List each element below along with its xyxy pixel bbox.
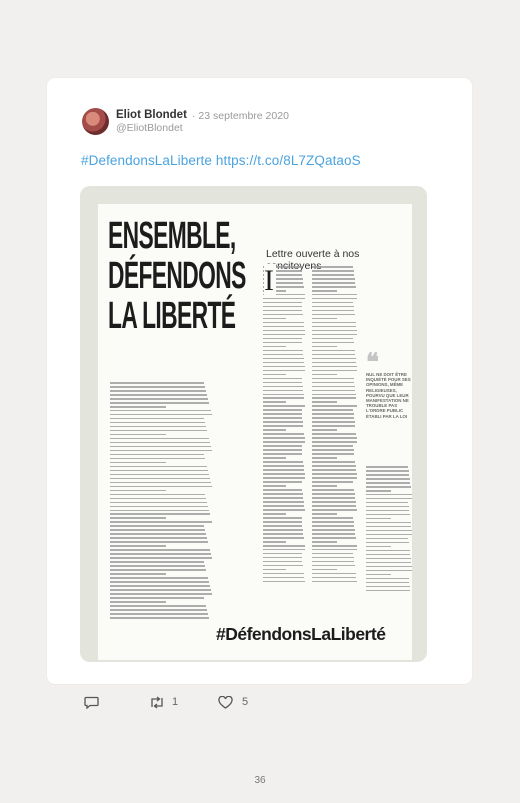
- text-line: [263, 489, 302, 491]
- text-line: [312, 525, 354, 527]
- text-line: [312, 334, 357, 336]
- text-line: [263, 378, 302, 380]
- text-line: [263, 557, 302, 559]
- text-line: [263, 358, 304, 360]
- text-line: [110, 581, 209, 583]
- newspaper-headline: [108, 215, 246, 337]
- text-line: [263, 449, 302, 451]
- text-line: [263, 541, 286, 543]
- text-line: [263, 529, 303, 531]
- text-line: [263, 525, 302, 527]
- text-line: [366, 522, 411, 524]
- text-line: [110, 386, 205, 388]
- text-line: [312, 370, 357, 372]
- tweet-card[interactable]: [47, 78, 472, 708]
- text-line: [263, 437, 305, 439]
- text-line: [110, 525, 204, 527]
- text-line: [366, 506, 409, 508]
- text-line: [263, 521, 302, 523]
- text-line: [312, 338, 353, 340]
- text-line: [263, 390, 303, 392]
- text-line: [312, 302, 353, 304]
- text-line: [263, 469, 304, 471]
- text-line: [312, 465, 356, 467]
- text-line: [110, 398, 208, 400]
- text-line: [366, 466, 408, 468]
- text-line: [366, 586, 410, 588]
- text-line: [110, 390, 206, 392]
- text-line: [312, 326, 356, 328]
- text-line: [110, 537, 207, 539]
- text-line: [312, 350, 355, 352]
- text-line: [263, 509, 305, 511]
- text-line: [312, 553, 353, 555]
- text-line: [110, 506, 208, 508]
- text-line: [110, 521, 212, 523]
- text-line: [312, 298, 357, 300]
- page-number: 36: [254, 775, 266, 786]
- text-line: [366, 474, 409, 476]
- text-line: [110, 529, 205, 531]
- text-line: [110, 446, 211, 448]
- text-line: [366, 514, 410, 516]
- retweet-icon[interactable]: [149, 696, 165, 709]
- text-line: [312, 437, 357, 439]
- text-line: [263, 334, 305, 336]
- text-line: [110, 474, 209, 476]
- text-line: [263, 465, 304, 467]
- text-column-1: [263, 266, 305, 596]
- text-line: [263, 338, 302, 340]
- text-line: [312, 501, 356, 503]
- pull-quote-box: [366, 350, 412, 464]
- text-line: [312, 417, 354, 419]
- text-line: [312, 278, 355, 280]
- text-line: [110, 402, 209, 404]
- author-handle[interactable]: @EliotBlondet: [116, 122, 183, 134]
- text-line: [312, 413, 354, 415]
- text-line: [110, 450, 212, 452]
- text-line: [110, 442, 210, 444]
- text-line: [366, 562, 411, 564]
- tweet-media-image[interactable]: [80, 186, 427, 662]
- text-line: [366, 534, 412, 536]
- text-line: [312, 513, 337, 515]
- like-heart-icon[interactable]: [218, 696, 233, 709]
- headline-line-2: DÉFENDONS: [108, 255, 246, 297]
- text-line: [110, 414, 212, 416]
- text-line: [263, 366, 305, 368]
- text-line: [263, 346, 286, 348]
- text-line: [110, 498, 206, 500]
- text-line: [263, 429, 286, 431]
- text-line: [110, 541, 208, 543]
- text-line: [110, 410, 211, 412]
- text-line: [312, 310, 354, 312]
- text-line: [263, 517, 302, 519]
- text-line: [263, 537, 304, 539]
- text-line: [110, 482, 211, 484]
- retweet-count: 1: [172, 696, 179, 708]
- text-line: [366, 554, 410, 556]
- text-line: [366, 494, 412, 496]
- text-line: [110, 422, 205, 424]
- text-line: [110, 510, 209, 512]
- text-line: [110, 458, 205, 460]
- signatories-list: [110, 382, 212, 652]
- text-line: [312, 453, 354, 455]
- text-line: [110, 569, 206, 571]
- text-line: [263, 573, 304, 575]
- text-line: [366, 558, 411, 560]
- text-line: [312, 497, 355, 499]
- text-line: [312, 517, 353, 519]
- text-line: [312, 461, 355, 463]
- headline-line-1: ENSEMBLE,: [108, 215, 236, 257]
- text-line: [263, 577, 304, 579]
- text-line: [366, 486, 411, 488]
- text-line: [110, 553, 211, 555]
- text-line: [110, 418, 204, 420]
- avatar[interactable]: [82, 108, 109, 135]
- text-line: [312, 433, 356, 435]
- text-line: [110, 605, 206, 607]
- text-line: [110, 545, 166, 547]
- text-line: [263, 581, 305, 583]
- text-line: [263, 298, 305, 300]
- text-line: [263, 386, 303, 388]
- text-column-3: [366, 466, 412, 596]
- text-line: [366, 498, 412, 500]
- text-line: [263, 461, 303, 463]
- text-line: [312, 409, 353, 411]
- text-line: [263, 370, 305, 372]
- text-line: [366, 590, 410, 592]
- text-line: [312, 286, 356, 288]
- text-line: [263, 433, 304, 435]
- text-line: [312, 378, 354, 380]
- text-line: [312, 382, 354, 384]
- text-line: [263, 413, 302, 415]
- text-line: [263, 382, 302, 384]
- text-line: [312, 266, 353, 268]
- text-line: [366, 526, 411, 528]
- text-line: [110, 438, 209, 440]
- quote-mark-icon: ❝: [366, 350, 379, 376]
- text-line: [312, 533, 355, 535]
- text-line: [263, 533, 303, 535]
- text-line: [312, 429, 337, 431]
- text-line: [312, 405, 357, 407]
- text-line: [263, 477, 305, 479]
- author-name[interactable]: Eliot Blondet: [116, 109, 187, 121]
- text-line: [263, 549, 305, 551]
- text-line: [366, 566, 412, 568]
- text-line: [110, 565, 205, 567]
- text-line: [110, 490, 166, 492]
- text-line: [312, 509, 357, 511]
- text-line: [110, 549, 210, 551]
- tweet-date[interactable]: [192, 110, 289, 122]
- text-line: [366, 478, 410, 480]
- text-line: [312, 577, 356, 579]
- text-line: [110, 454, 204, 456]
- text-line: [110, 517, 166, 519]
- text-line: [263, 445, 302, 447]
- newspaper-page: [98, 204, 412, 660]
- text-line: [366, 578, 409, 580]
- text-line: [110, 430, 207, 432]
- text-line: [110, 613, 208, 615]
- text-line: [312, 561, 354, 563]
- text-line: [263, 330, 305, 332]
- text-line: [312, 481, 353, 483]
- text-line: [366, 518, 391, 520]
- text-line: [312, 581, 357, 583]
- text-line: [110, 585, 210, 587]
- text-line: [312, 394, 356, 396]
- tweet-text: [81, 153, 361, 168]
- text-line: [312, 445, 353, 447]
- text-line: [110, 466, 207, 468]
- like-count: 5: [242, 696, 249, 708]
- text-line: [312, 274, 354, 276]
- text-line: [312, 294, 357, 296]
- text-line: [312, 505, 356, 507]
- text-line: [110, 557, 212, 559]
- text-line: [263, 493, 303, 495]
- text-line: [263, 485, 286, 487]
- text-line: [312, 565, 355, 567]
- text-line: [312, 449, 354, 451]
- text-line: [366, 530, 412, 532]
- text-line: [110, 513, 210, 515]
- text-line: [312, 386, 355, 388]
- text-line: [263, 453, 302, 455]
- text-line: [263, 318, 286, 320]
- text-line: [110, 533, 206, 535]
- text-line: [263, 401, 286, 403]
- text-line: [263, 417, 302, 419]
- text-line: [110, 486, 212, 488]
- text-line: [110, 597, 204, 599]
- text-line: [312, 521, 354, 523]
- text-line: [110, 573, 166, 575]
- text-line: [110, 394, 207, 396]
- text-line: [110, 502, 207, 504]
- text-line: [110, 478, 210, 480]
- text-line: [110, 470, 208, 472]
- text-line: [263, 421, 303, 423]
- text-line: [366, 570, 412, 572]
- text-line: [263, 473, 305, 475]
- text-line: [263, 374, 286, 376]
- text-line: [366, 502, 408, 504]
- text-line: [110, 462, 166, 464]
- text-line: [312, 457, 337, 459]
- text-line: [312, 529, 355, 531]
- text-line: [263, 342, 302, 344]
- text-line: [312, 374, 337, 376]
- text-line: [312, 441, 357, 443]
- text-line: [312, 493, 355, 495]
- url-link[interactable]: https://t.co/8L7ZQataoS: [215, 153, 361, 168]
- text-line: [263, 553, 302, 555]
- date-separator: ·: [192, 110, 196, 122]
- text-line: [312, 425, 355, 427]
- text-line: [366, 550, 410, 552]
- text-line: [312, 282, 355, 284]
- text-line: [263, 565, 303, 567]
- text-line: [312, 557, 354, 559]
- text-line: [110, 561, 204, 563]
- drop-cap: I: [264, 264, 274, 297]
- text-line: [263, 481, 302, 483]
- text-line: [312, 541, 337, 543]
- text-line: [312, 290, 337, 292]
- pull-quote-text: NUL NE DOIT ÊTRE INQUIÉTÉ POUR SES OPINIONS, MÊME RELIGIEUSES, POURVU QUE LEUR MANIFESTATION NE TROUBLE PAS L'ORDRE PUBLIC ÉTABLI PAR LA LOI: [366, 372, 411, 419]
- text-line: [312, 390, 355, 392]
- text-line: [312, 473, 357, 475]
- text-line: [263, 306, 302, 308]
- headline-line-3: LA LIBERTÉ: [108, 295, 236, 337]
- letter-title: Lettre ouverte à nos: [266, 248, 360, 260]
- text-line: [263, 326, 304, 328]
- text-line: [263, 441, 305, 443]
- text-line: [110, 426, 206, 428]
- text-line: [312, 358, 356, 360]
- text-line: [110, 589, 211, 591]
- text-line: [110, 609, 207, 611]
- text-line: [312, 545, 357, 547]
- text-line: [312, 322, 356, 324]
- text-line: [312, 314, 355, 316]
- text-line: [366, 470, 409, 472]
- text-line: [263, 409, 302, 411]
- text-line: [263, 505, 304, 507]
- text-line: [366, 582, 409, 584]
- text-line: [312, 485, 337, 487]
- date-text[interactable]: 23 septembre 2020: [198, 110, 289, 122]
- text-line: [110, 494, 205, 496]
- text-line: [263, 569, 286, 571]
- text-line: [263, 561, 302, 563]
- reply-icon[interactable]: [84, 696, 99, 709]
- text-line: [110, 406, 166, 408]
- text-line: [312, 342, 354, 344]
- text-line: [366, 490, 391, 492]
- text-line: [312, 270, 354, 272]
- text-line: [263, 362, 304, 364]
- text-line: [366, 546, 391, 548]
- text-line: [263, 501, 304, 503]
- text-line: [110, 593, 212, 595]
- text-line: [263, 394, 304, 396]
- text-line: [312, 569, 337, 571]
- text-line: [312, 397, 356, 399]
- text-line: [366, 482, 410, 484]
- text-line: [312, 469, 356, 471]
- text-line: [312, 537, 356, 539]
- text-line: [312, 306, 354, 308]
- text-line: [312, 477, 357, 479]
- text-line: [312, 346, 337, 348]
- text-line: [312, 366, 357, 368]
- newspaper-hashtag: #DéfendonsLaLiberté: [216, 624, 386, 644]
- text-line: [312, 549, 357, 551]
- text-line: [110, 434, 166, 436]
- text-line: [312, 318, 337, 320]
- text-line: [312, 330, 357, 332]
- text-line: [312, 573, 356, 575]
- text-line: [263, 354, 303, 356]
- text-line: [263, 302, 302, 304]
- text-line: [110, 617, 209, 619]
- text-line: [110, 382, 204, 384]
- text-line: [312, 489, 354, 491]
- text-line: [263, 310, 302, 312]
- text-line: [263, 513, 286, 515]
- text-line: [312, 362, 356, 364]
- text-column-2: [312, 266, 357, 596]
- text-line: [263, 314, 303, 316]
- text-line: [263, 397, 304, 399]
- text-line: [366, 510, 409, 512]
- text-line: [263, 350, 303, 352]
- text-line: [366, 538, 408, 540]
- hashtag-link[interactable]: #DefendonsLaLiberte: [81, 153, 213, 168]
- text-line: [312, 354, 355, 356]
- text-line: [312, 421, 355, 423]
- text-line: [263, 322, 304, 324]
- text-line: [263, 545, 305, 547]
- text-line: [263, 457, 286, 459]
- text-line: [366, 542, 409, 544]
- text-line: [110, 577, 208, 579]
- text-line: [263, 425, 303, 427]
- text-line: [110, 601, 166, 603]
- text-line: [263, 497, 303, 499]
- text-line: [366, 574, 391, 576]
- text-line: [263, 405, 305, 407]
- text-line: [312, 401, 337, 403]
